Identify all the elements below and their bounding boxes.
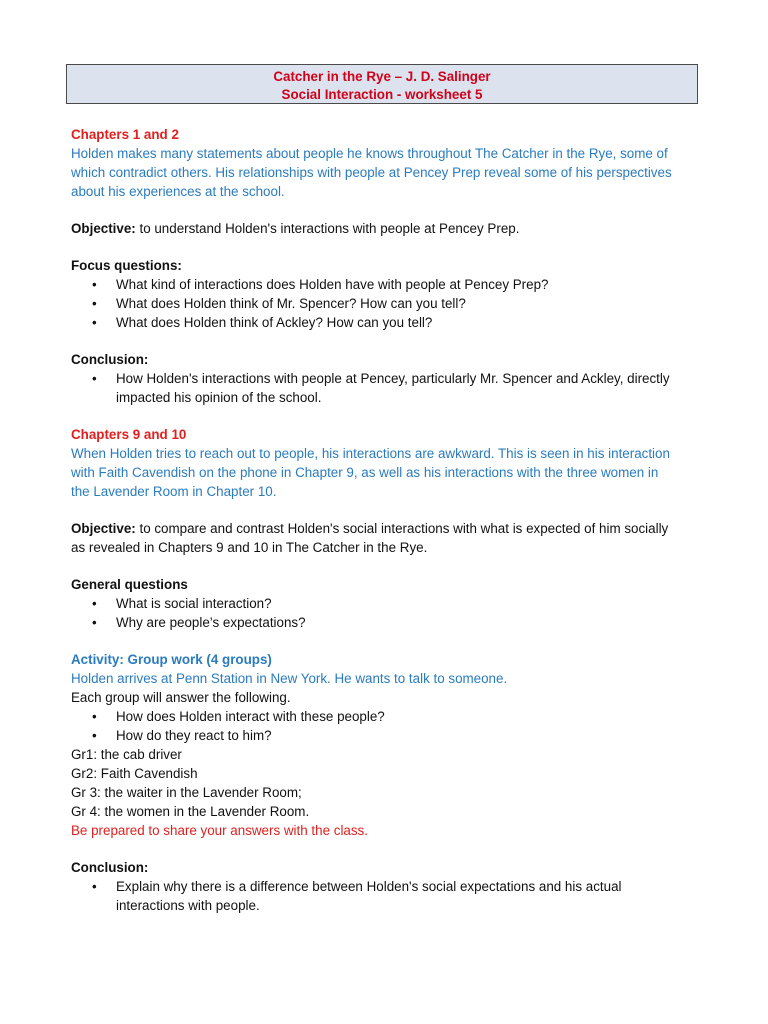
activity-note: Be prepared to share your answers with the class. [71, 823, 368, 838]
list-item: • What does Holden think of Ackley? How can you tell? [71, 313, 711, 332]
intro-line: which contradict others. His relationships with people at Pencey Prep reveal some of his perspectives [71, 165, 672, 180]
intro-line: Holden makes many statements about people he knows throughout The Catcher in the Rye, some of [71, 146, 668, 161]
intro-line: the Lavender Room in Chapter 10. [71, 484, 277, 499]
objective-text-line-2: as revealed in Chapters 9 and 10 in The Catcher in the Rye. [71, 540, 428, 555]
intro-line: When Holden tries to reach out to people, his interactions are awkward. This is seen in his interaction [71, 446, 670, 461]
intro-line: with Faith Cavendish on the phone in Chapter 9, as well as his interactions with the three women in [71, 465, 659, 480]
focus-questions-label: Focus questions: [71, 258, 182, 273]
conclusion-line: How Holden's interactions with people at Pencey, particularly Mr. Spencer and Ackley, directly [116, 371, 670, 386]
objective-text: to understand Holden's interactions with people at Pencey Prep. [135, 221, 520, 236]
list-item: • Why are people’s expectations? [71, 613, 711, 632]
group-assignment: Gr2: Faith Cavendish [71, 766, 198, 781]
intro-line: about his experiences at the school. [71, 184, 285, 199]
title-line-2: Social Interaction - worksheet 5 [281, 87, 483, 102]
objective-text: to compare and contrast Holden's social interactions with what is expected of him socially [135, 521, 669, 536]
list-item: • What does Holden think of Mr. Spencer? How can you tell? [71, 294, 711, 313]
group-assignment: Gr 4: the women in the Lavender Room. [71, 804, 310, 819]
objective-label: Objective: [71, 221, 136, 236]
section-heading-chapters-1-2: Chapters 1 and 2 [71, 127, 179, 142]
list-item: • What is social interaction? [71, 594, 711, 613]
group-assignment: Gr1: the cab driver [71, 747, 182, 762]
title-box [66, 64, 698, 104]
conclusion-label: Conclusion: [71, 352, 149, 367]
focus-questions-list [71, 275, 711, 332]
title-line-1: Catcher in the Rye – J. D. Salinger [273, 69, 491, 84]
list-item [71, 369, 711, 407]
general-questions-label: General questions [71, 577, 188, 592]
list-item: • How does Holden interact with these people? [71, 707, 711, 726]
list-item: • How do they react to him? [71, 726, 711, 745]
activity-intro: Holden arrives at Penn Station in New York. He wants to talk to someone. [71, 671, 508, 686]
activity-instruction: Each group will answer the following. [71, 690, 291, 705]
general-questions-list [71, 594, 711, 632]
conclusion-list [71, 369, 711, 407]
objective-2 [71, 519, 711, 538]
conclusion-line: interactions with people. [116, 898, 260, 913]
conclusion-line: impacted his opinion of the school. [116, 390, 322, 405]
group-assignment: Gr 3: the waiter in the Lavender Room; [71, 785, 302, 800]
conclusion-list [71, 877, 711, 915]
activity-heading: Activity: Group work (4 groups) [71, 652, 272, 667]
conclusion-line: Explain why there is a difference between Holden's social expectations and his actual [116, 879, 622, 894]
conclusion-label: Conclusion: [71, 860, 149, 875]
worksheet-content [71, 125, 711, 915]
objective-1 [71, 219, 711, 238]
section-heading-chapters-9-10: Chapters 9 and 10 [71, 427, 187, 442]
list-item [71, 877, 711, 915]
list-item: • What kind of interactions does Holden have with people at Pencey Prep? [71, 275, 711, 294]
activity-questions-list [71, 707, 711, 745]
objective-label: Objective: [71, 521, 136, 536]
